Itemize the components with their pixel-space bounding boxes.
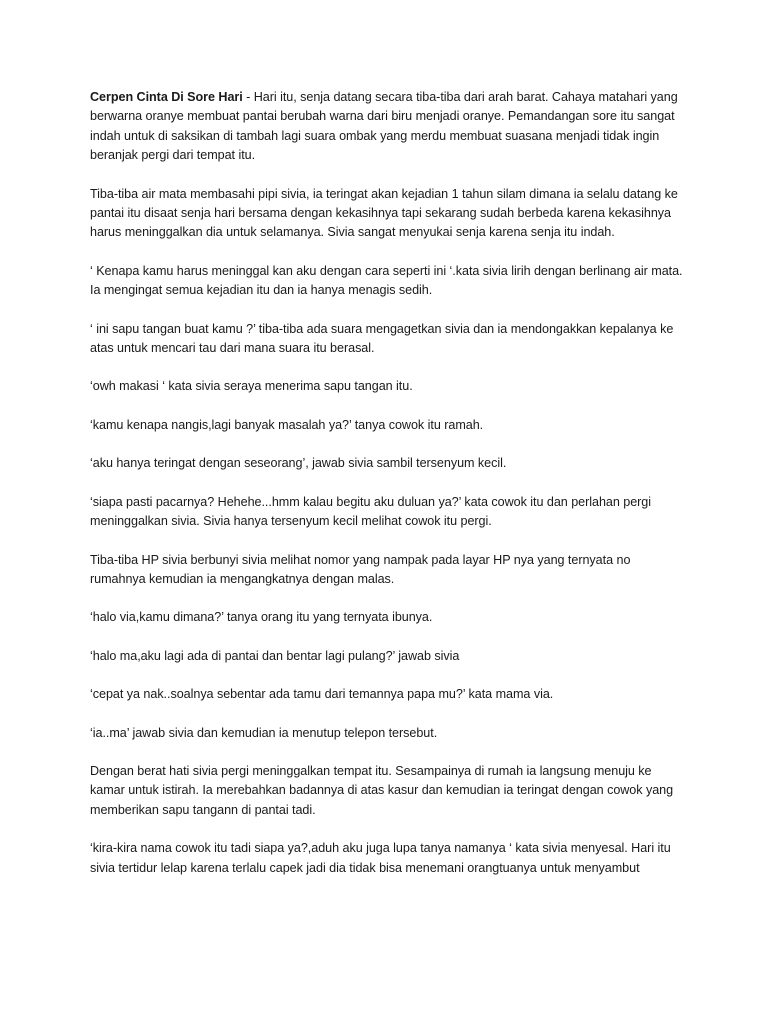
paragraph-14: Dengan berat hati sivia pergi meninggalkan tempat itu. Sesampainya di rumah ia langsung menuju ke kamar untuk istirah. Ia merebahkan badannya di atas kasur dan kemudian ia teringat dengan cowok yang memberikan sapu tangann di pantai tadi. — [90, 763, 674, 817]
paragraph-1 — [90, 88, 688, 166]
paragraph-15: ‘kira-kira nama cowok itu tadi siapa ya?,aduh aku juga lupa tanya namanya ‘ kata sivia menyesal. Hari itu sivia tertidur lelap karena terlalu capek jadi dia tidak bisa menemani orangtuanya untuk menyambut — [90, 841, 671, 875]
paragraph-12: ‘cepat ya nak..soalnya sebentar ada tamu dari temannya papa mu?’ kata mama via. — [90, 687, 554, 702]
story-title: Cerpen Cinta Di Sore Hari — [90, 90, 243, 104]
paragraph-7: ‘aku hanya teringat dengan seseorang’, jawab sivia sambil tersenyum kecil. — [90, 456, 507, 471]
paragraph-10: ‘halo via,kamu dimana?’ tanya orang itu yang ternyata ibunya. — [90, 610, 433, 625]
paragraph-5: ‘owh makasi ‘ kata sivia seraya menerima sapu tangan itu. — [90, 379, 413, 394]
paragraph-4: ‘ ini sapu tangan buat kamu ?’ tiba-tiba ada suara mengagetkan sivia dan ia mendongakkan kepalanya ke atas untuk mencari tau dari mana suara itu berasal. — [90, 321, 674, 356]
paragraph-11: ‘halo ma,aku lagi ada di pantai dan bentar lagi pulang?’ jawab sivia — [90, 648, 460, 663]
paragraph-3: ‘ Kenapa kamu harus meninggal kan aku dengan cara seperti ini ‘.kata sivia lirih dengan berlinang air mata. Ia mengingat semua kejadian itu dan ia hanya menagis sedih. — [90, 263, 683, 298]
title-separator: - — [242, 90, 254, 104]
document-page — [90, 88, 688, 897]
paragraph-2: Tiba-tiba air mata membasahi pipi sivia, ia teringat akan kejadian 1 tahun silam dimana ia selalu datang ke pantai itu disaat senja hari bersama dengan kekasihnya tapi sekarang sudah berbeda karena kekasihnya harus meninggalkan dia untuk selamanya. Sivia sangat menyukai senja karena senja itu indah. — [90, 186, 678, 240]
paragraph-13: ‘ia..ma’ jawab sivia dan kemudian ia menutup telepon tersebut. — [90, 725, 438, 740]
paragraph-6: ‘kamu kenapa nangis,lagi banyak masalah ya?’ tanya cowok itu ramah. — [90, 417, 484, 432]
paragraph-8: ‘siapa pasti pacarnya? Hehehe...hmm kalau begitu aku duluan ya?’ kata cowok itu dan perlahan pergi meninggalkan sivia. Sivia hanya tersenyum kecil melihat cowok itu pergi. — [90, 494, 652, 529]
paragraph-9: Tiba-tiba HP sivia berbunyi sivia melihat nomor yang nampak pada layar HP nya yang ternyata no rumahnya kemudian ia mengangkatnya dengan malas. — [90, 552, 631, 586]
paragraph-1-body: Hari itu, senja datang secara tiba-tiba dari arah barat. Cahaya matahari yang berwarna oranye membuat pantai berubah warna dari biru menjadi oranye. Pemandangan sore itu sangat indah untuk di saksikan di tambah lagi suara ombak yang merdu membuat suasana menjadi tidak ingin beranjak pergi dari tempat itu. — [90, 90, 678, 163]
